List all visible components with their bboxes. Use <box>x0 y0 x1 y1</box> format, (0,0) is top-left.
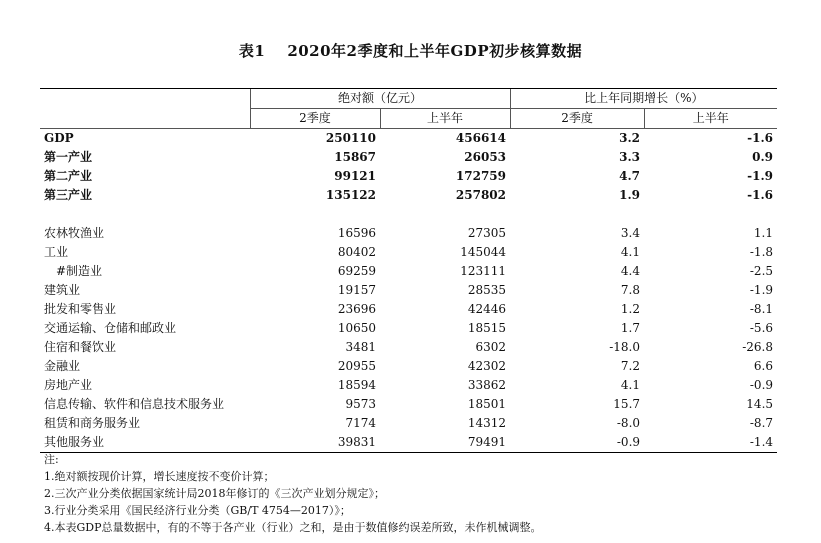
row-value: 1.7 <box>620 321 641 335</box>
row-value: 18515 <box>467 321 507 335</box>
table-row <box>40 243 777 262</box>
table-row <box>40 433 777 453</box>
row-value: 7.2 <box>620 359 641 373</box>
row-value: -26.8 <box>742 340 774 354</box>
row-value: 23696 <box>337 302 376 316</box>
row-value: 7.8 <box>620 283 641 297</box>
row-value: 250110 <box>325 131 376 145</box>
row-value: 18501 <box>467 397 507 411</box>
row-value: -1.9 <box>749 283 774 297</box>
header-absolute: 绝对额（亿元） <box>250 89 510 109</box>
note-line: 注: <box>44 453 59 466</box>
row-value: 6302 <box>475 340 507 354</box>
row-value: -1.6 <box>747 188 774 202</box>
row-label: 租赁和商务服务业 <box>44 416 141 430</box>
row-label: 工业 <box>44 245 69 259</box>
row-value: 257802 <box>455 188 507 202</box>
row-value: 123111 <box>460 264 507 278</box>
table-row <box>40 338 777 357</box>
row-label: 农林牧渔业 <box>44 226 105 240</box>
row-label: 信息传输、软件和信息技术服务业 <box>44 397 225 411</box>
row-value: 14312 <box>467 416 507 430</box>
row-value: -8.7 <box>749 416 774 430</box>
gdp-table <box>40 88 777 453</box>
row-label: 第二产业 <box>44 169 93 183</box>
table-title <box>0 40 821 61</box>
row-value: 28535 <box>467 283 507 297</box>
row-value: 4.4 <box>620 264 641 278</box>
row-value: 39831 <box>250 433 380 453</box>
row-value: 19157 <box>337 283 376 297</box>
table-row <box>40 319 777 338</box>
row-value: 7174 <box>345 416 376 430</box>
header-row-periods <box>40 109 777 129</box>
row-value: 135122 <box>325 188 376 202</box>
table-row <box>40 224 777 243</box>
table-row <box>40 167 777 186</box>
row-value: 33862 <box>467 378 507 392</box>
table-row <box>40 186 777 205</box>
row-value: 4.1 <box>620 245 641 259</box>
row-value: -8.0 <box>616 416 641 430</box>
row-value: 26053 <box>464 150 507 164</box>
table-row <box>40 300 777 319</box>
row-label: 交通运输、仓储和邮政业 <box>44 321 177 335</box>
header-growth-h1: 上半年 <box>644 109 777 129</box>
note-line: 4.本表GDP总量数据中，有的不等于各产业（行业）之和，是由于数值修约误差所致，未作机械调整。 <box>44 521 542 534</box>
notes <box>44 451 542 536</box>
row-label: #制造业 <box>56 264 103 278</box>
row-value: 42446 <box>467 302 507 316</box>
spacer-row <box>40 205 777 224</box>
row-value: -8.1 <box>749 302 774 316</box>
row-value: 80402 <box>337 245 376 259</box>
row-label: 房地产业 <box>44 378 93 392</box>
table-row <box>40 281 777 300</box>
row-value: 99121 <box>334 169 376 183</box>
table-row <box>40 414 777 433</box>
row-value: 3481 <box>345 340 376 354</box>
row-value: 3.2 <box>619 131 641 145</box>
header-growth: 比上年同期增长（%） <box>510 89 777 109</box>
row-value: 27305 <box>467 226 507 240</box>
row-value: 42302 <box>467 359 507 373</box>
row-value: 6.6 <box>753 359 774 373</box>
row-value: -1.9 <box>747 169 774 183</box>
row-value: 3.3 <box>619 150 641 164</box>
row-value: 69259 <box>337 264 376 278</box>
row-value: 145044 <box>460 245 507 259</box>
table-row <box>40 357 777 376</box>
row-label: 住宿和餐饮业 <box>44 340 117 354</box>
row-value: -1.4 <box>644 433 777 453</box>
note-line: 1.绝对额按现价计算，增长速度按不变价计算； <box>44 470 275 483</box>
row-label: GDP <box>44 131 74 145</box>
table-row <box>40 262 777 281</box>
header-abs-q2: 2季度 <box>250 109 380 129</box>
row-label: 建筑业 <box>44 283 81 297</box>
row-value: 172759 <box>455 169 507 183</box>
row-value: 9573 <box>345 397 376 411</box>
row-value: -0.9 <box>749 378 774 392</box>
row-value: 3.4 <box>620 226 641 240</box>
row-value: 4.1 <box>620 378 641 392</box>
row-value: 1.1 <box>753 226 774 240</box>
table-row <box>40 148 777 167</box>
row-value: 4.7 <box>619 169 641 183</box>
row-value: -1.6 <box>747 131 774 145</box>
row-value: -2.5 <box>749 264 774 278</box>
row-value: -5.6 <box>749 321 774 335</box>
row-label: 批发和零售业 <box>44 302 117 316</box>
row-label: 第三产业 <box>44 188 93 202</box>
row-value: -1.8 <box>749 245 774 259</box>
row-value: 79491 <box>380 433 510 453</box>
row-value: 1.2 <box>620 302 641 316</box>
table-row <box>40 395 777 414</box>
table-row <box>40 376 777 395</box>
table-row <box>40 129 777 149</box>
row-value: 0.9 <box>752 150 774 164</box>
table-title-text: 2020年2季度和上半年GDP初步核算数据 <box>287 42 583 60</box>
row-value: -18.0 <box>609 340 641 354</box>
header-row-groups <box>40 89 777 109</box>
row-value: 18594 <box>337 378 376 392</box>
note-line: 2.三次产业分类依据国家统计局2018年修订的《三次产业划分规定》； <box>44 487 385 500</box>
row-label: 金融业 <box>44 359 81 373</box>
table-number: 表1 <box>238 42 266 60</box>
note-line: 3.行业分类采用《国民经济行业分类（GB/T 4754—2017）》； <box>44 504 351 517</box>
header-growth-q2: 2季度 <box>510 109 644 129</box>
header-abs-h1: 上半年 <box>380 109 510 129</box>
row-value: -0.9 <box>510 433 644 453</box>
row-value: 20955 <box>337 359 376 373</box>
row-value: 14.5 <box>746 397 774 411</box>
row-value: 15.7 <box>613 397 641 411</box>
row-value: 10650 <box>337 321 376 335</box>
row-value: 1.9 <box>619 188 641 202</box>
row-label: 其他服务业 <box>40 433 250 453</box>
row-value: 15867 <box>334 150 376 164</box>
row-value: 456614 <box>455 131 507 145</box>
row-value: 16596 <box>337 226 376 240</box>
row-label: 第一产业 <box>44 150 93 164</box>
